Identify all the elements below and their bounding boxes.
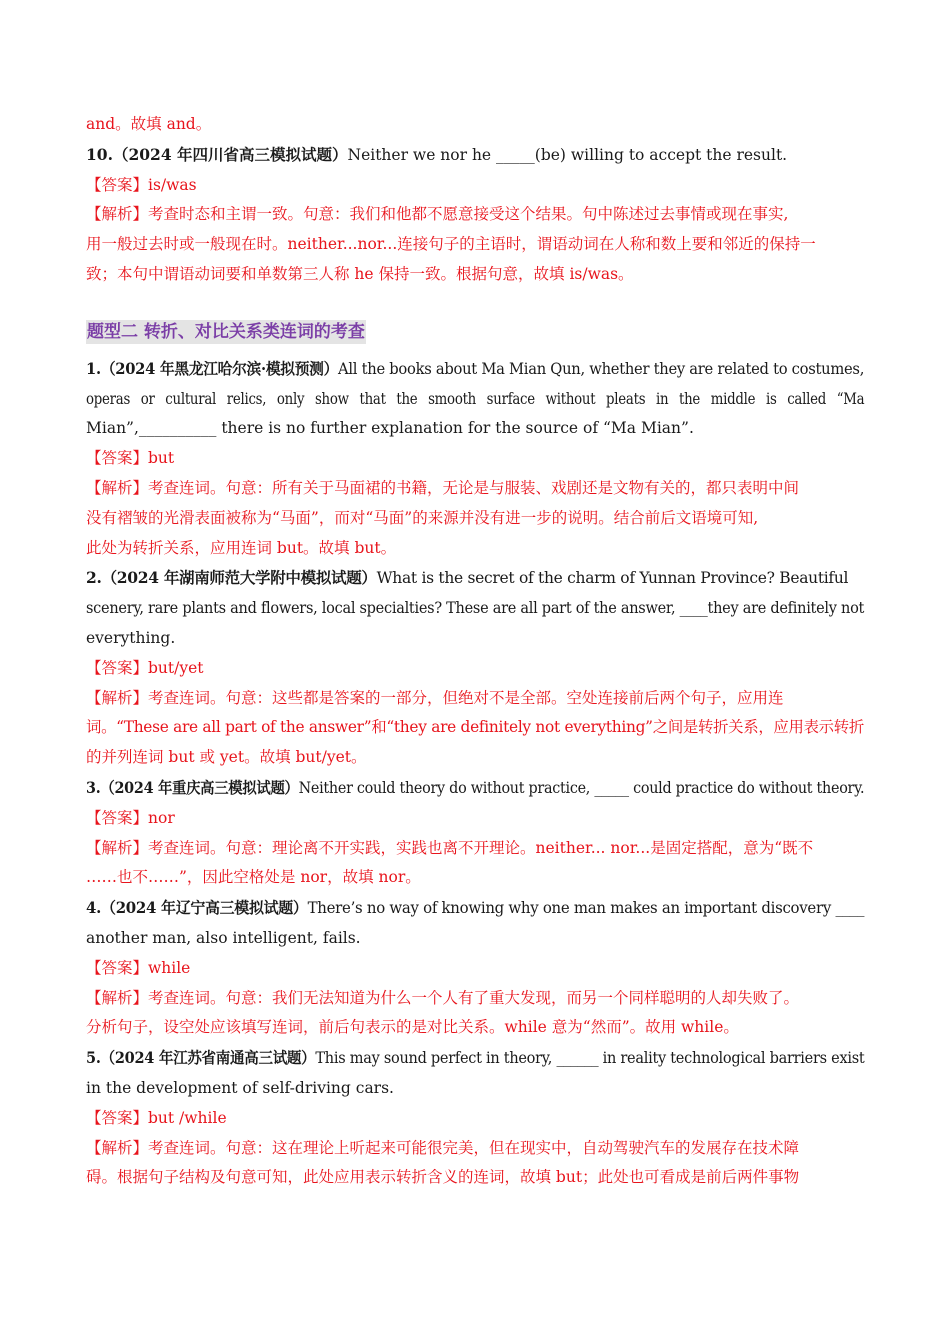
question-4 [86,893,864,1043]
question-source: （2024 年湖南师范大学附中模拟试题） [101,568,377,588]
section-header-wrap [86,320,864,354]
question-text: Neither could theory do without practice, _____ could practice do without theory. [298,778,865,797]
question-text-line: another man, also intelligent, fails. [86,928,361,947]
question-text-line: in the development of self-driving cars. [86,1078,394,1097]
question-text-line: operas or cultural relics, only show that the smooth surface without pleats in the middle is called “Ma [86,389,865,408]
question-text: Neither we nor he _____(be) willing to accept the result. [347,145,788,164]
analysis-line: 致；本句中谓语动词要和单数第三人称 he 保持一致。根据句意，故填 is/was。 [86,264,634,283]
analysis-line: 词。“These are all part of the answer”和“they are definitely not everything”之间是转折关系，应用表示转折 [86,718,864,737]
analysis-line: 【解析】考查时态和主谓一致。句意：我们和他都不愿意接受这个结果。句中陈述过去事情或现在事实, [86,205,789,224]
question-number: 3. [86,777,101,797]
question-text-line: scenery, rare plants and flowers, local specialties? These are all part of the answer, ____they are definitely not [86,599,865,618]
question-text: All the books about Ma Mian Qun, whether they are related to costumes, [338,359,865,378]
question-stem [86,773,865,804]
question-number: 4. [86,898,102,918]
analysis-line: 碍。根据句子结构及句意可知，此处应用表示转折含义的连词，故填 but；此处也可看成是前后两件事物 [86,1168,800,1187]
question-stem [86,893,865,924]
document-page [86,110,864,1193]
answer: 【答案】but/yet [86,658,204,677]
question-text: This may sound perfect in theory, ______ in reality technological barriers exist [315,1049,865,1068]
question-stem [86,354,865,385]
question-5 [86,1043,864,1193]
answer: 【答案】but [86,449,175,468]
question-text-line: everything. [86,628,176,647]
question-number: 5. [86,1048,101,1068]
question-source: （2024 年四川省高三模拟试题） [112,144,348,164]
intro-tail: and。故填 and。 [86,115,212,133]
analysis-line: 的并列连词 but 或 yet。故填 but/yet。 [86,748,367,767]
question-2 [86,563,864,773]
answer: 【答案】while [86,958,191,977]
answer: 【答案】nor [86,808,175,827]
question-text-line: Mian”,__________ there is no further explanation for the source of “Ma Mian”. [86,419,694,438]
question-number: 1. [86,358,101,378]
question-1 [86,354,864,564]
question-source: （2024 年重庆高三模拟试题） [100,777,299,797]
question-number: 2. [86,568,102,588]
question-number: 10. [86,144,113,164]
question-10 [86,140,864,290]
question-stem [86,563,864,594]
question-source: （2024 年黑龙江哈尔滨·模拟预测） [100,358,339,378]
question-text: What is the secret of the charm of Yunnan Province? Beautiful [376,569,849,588]
question-source: （2024 年江苏省南通高三试题） [100,1048,316,1068]
section-title: 题型二 转折、对比关系类连词的考查 [87,321,365,342]
question-stem [86,1043,865,1074]
answer: 【答案】but /while [86,1108,227,1127]
analysis-line: 【解析】考查连词。句意：我们无法知道为什么一个人有了重大发现，而另一个同样聪明的人却失败了。 [86,988,800,1007]
analysis-line: 【解析】考查连词。句意：所有关于马面裙的书籍，无论是与服装、戏剧还是文物有关的，都只表明中间 [86,478,800,497]
analysis-line: 【解析】考查连词。句意：理论离不开实践，实践也离不开理论。neither... nor...是固定搭配，意为“既不 [86,838,814,857]
question-text: There’s no way of knowing why one man makes an important discovery ____ [307,899,865,918]
analysis-line: 用一般过去时或一般现在时。neither...nor...连接句子的主语时，谓语动词在人称和数上要和邻近的保持一 [86,235,816,254]
analysis-line: 【解析】考查连词。句意：这在理论上听起来可能很完美，但在现实中，自动驾驶汽车的发展存在技术障 [86,1138,800,1157]
question-stem [86,140,864,171]
analysis-line: 此处为转折关系，应用连词 but。故填 but。 [86,538,397,557]
question-source: （2024 年辽宁高三模拟试题） [101,898,308,918]
question-3 [86,773,864,893]
answer: 【答案】is/was [86,175,197,194]
analysis-line: ……也不……”，因此空格处是 nor，故填 nor。 [86,868,421,887]
analysis-line: 没有褶皱的光滑表面被称为“马面”，而对“马面”的来源并没有进一步的说明。结合前后文语境可知, [86,508,759,527]
analysis-line: 分析句子，设空处应该填写连词，前后句表示的是对比关系。while 意为“然而”。故用 while。 [86,1018,739,1037]
analysis-line: 【解析】考查连词。句意：这些都是答案的一部分，但绝对不是全部。空处连接前后两个句子，应用连 [86,688,784,707]
